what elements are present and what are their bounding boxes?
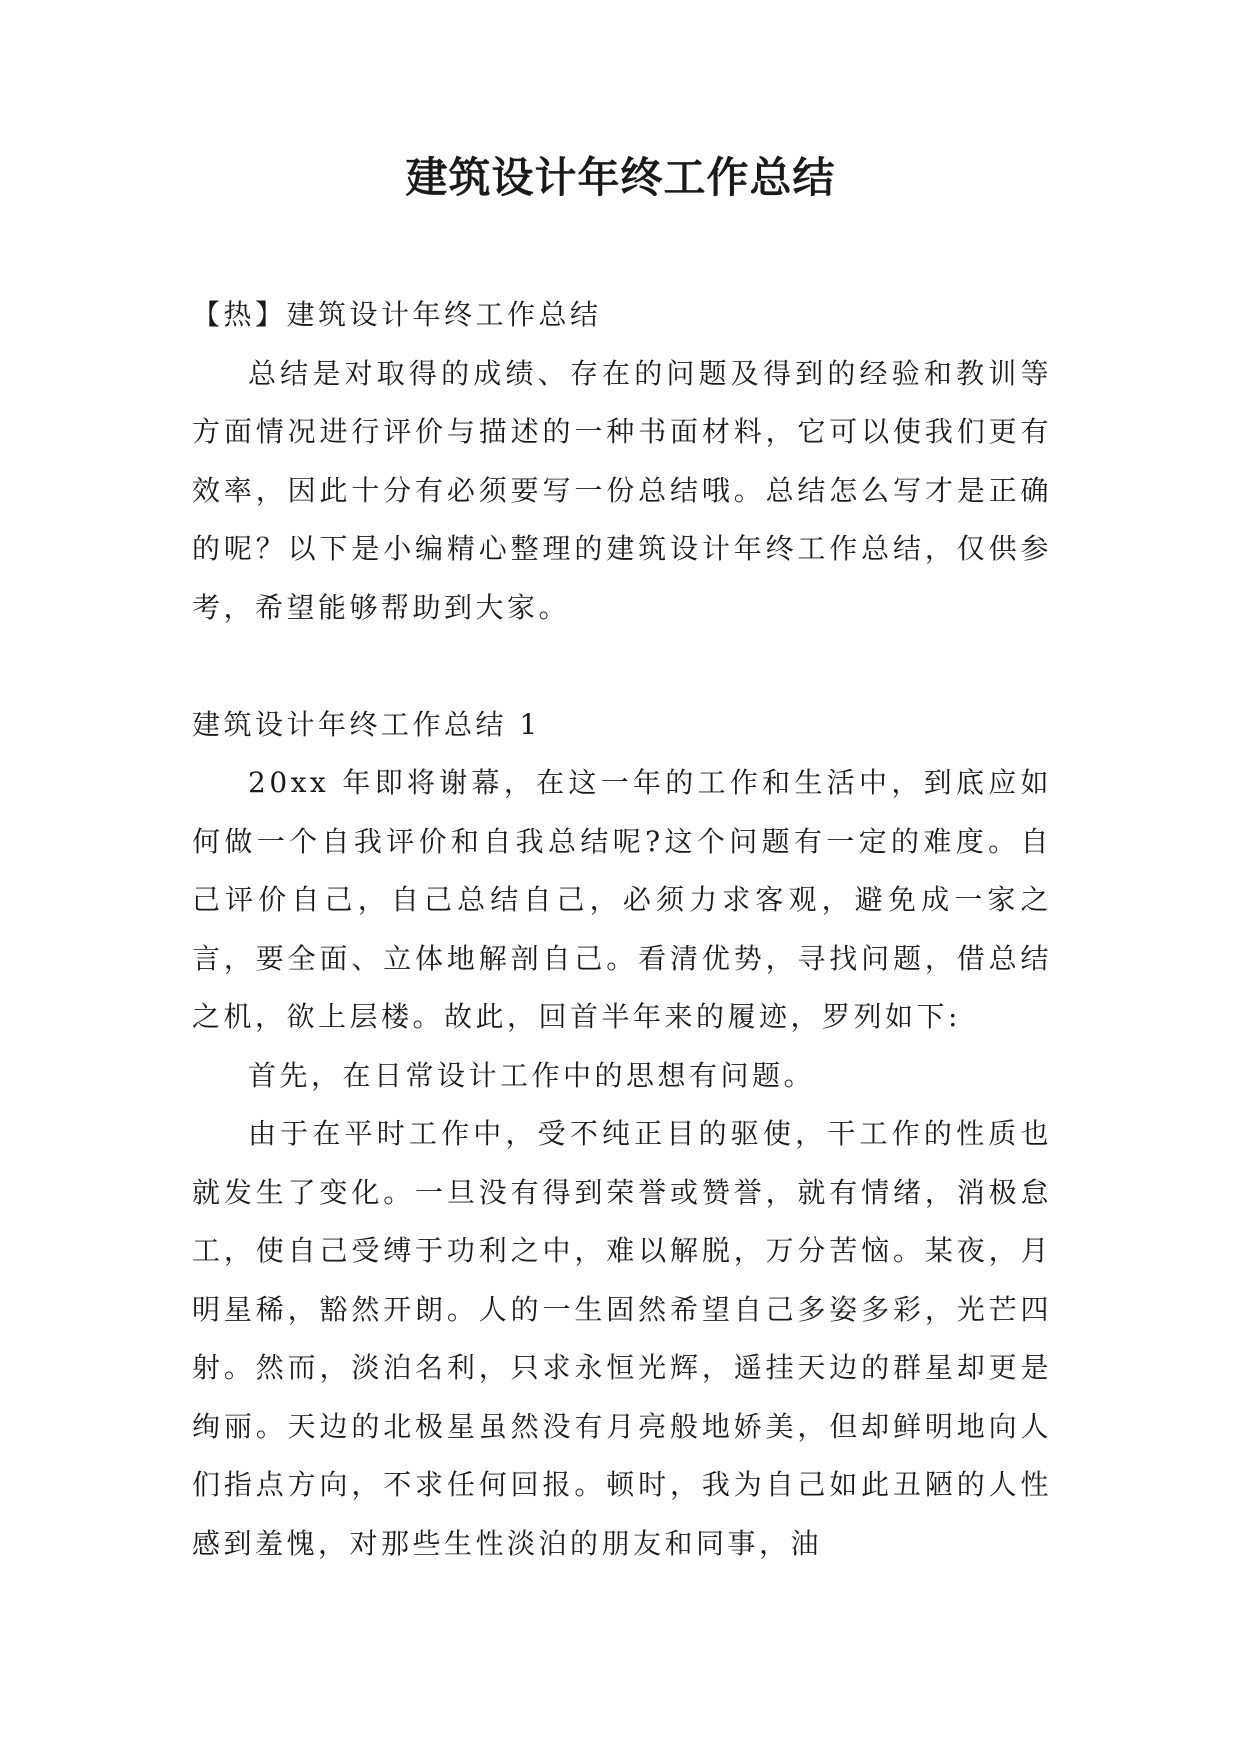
intro-heading: 【热】建筑设计年终工作总结 (192, 298, 602, 331)
intro-paragraph: 总结是对取得的成绩、存在的问题及得到的经验和教训等方面情况进行评价与描述的一种书面材料，它可以使我们更有效率，因此十分有必须要写一份总结哦。总结怎么写才是正确的呢？以下是小编精心整理的建筑设计年终工作总结，仅供参考，希望能够帮助到大家。 (192, 356, 1052, 624)
body-paragraph-3: 由于在平时工作中，受不纯正目的驱使，干工作的性质也就发生了变化。一旦没有得到荣誉或赞誉，就有情绪，消极怠工，使自己受缚于功利之中，难以解脱，万分苦恼。某夜，月明星稀，豁然开朗。人的一生固然希望自己多姿多彩，光芒四射。然而，淡泊名利，只求永恒光辉，遥挂天边的群星却更是绚丽。天边的北极星虽然没有月亮般地娇美，但却鲜明地向人们指点方向，不求任何回报。顿时，我为自己如此丑陋的人性感到羞愧，对那些生性淡泊的朋友和同事，油 (192, 1117, 1052, 1560)
section-heading: 建筑设计年终工作总结 1 (192, 707, 541, 741)
document-body (192, 286, 1052, 1573)
document-title: 建筑设计年终工作总结 (405, 153, 836, 202)
section-spacer (192, 637, 1052, 696)
body-paragraph-1: 20xx 年即将谢幕，在这一年的工作和生活中，到底应如何做一个自我评价和自我总结呢?这个问题有一定的难度。自己评价自己，自己总结自己，必须力求客观，避免成一家之言，要全面、立体地解剖自己。看清优势，寻找问题，借总结之机，欲上层楼。故此，回首半年来的履迹，罗列如下: (192, 766, 1052, 1033)
body-paragraph-2: 首先，在日常设计工作中的思想有问题。 (248, 1058, 816, 1092)
